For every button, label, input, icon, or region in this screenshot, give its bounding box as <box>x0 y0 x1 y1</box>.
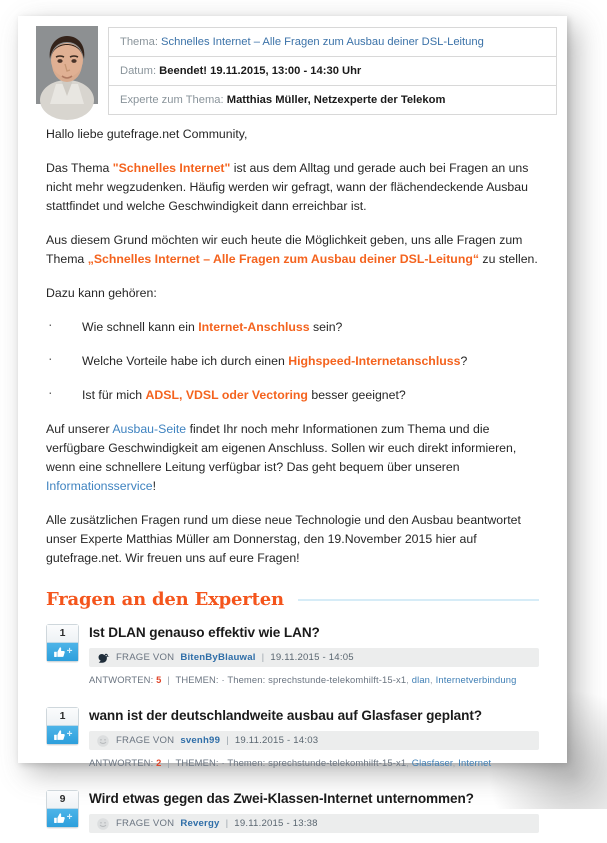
bullet-1-post: ? <box>460 354 468 368</box>
tags-separator: | <box>167 757 170 768</box>
question-tags-row <box>89 674 539 685</box>
thumbs-up-icon <box>53 646 66 659</box>
vote-plus-icon: + <box>66 812 73 823</box>
vote-badge[interactable] <box>46 707 79 745</box>
question-author[interactable]: Revergy <box>180 818 220 829</box>
p1-text-b: ist aus dem Alltag und gerade auch bei Fragen an uns nicht mehr wegzudenken. Häufig werden wir gefragt, wann der flächendeckende Ausbau stattfindet und welche Geschwindigkeit dann erreichbar ist. <box>46 161 529 213</box>
answers-count: 2 <box>156 757 162 768</box>
bullet-1-pre: Welche Vorteile habe ich durch einen <box>82 354 289 368</box>
vote-up-button[interactable] <box>47 726 78 744</box>
experte-name: Matthias Müller, Netzexperte der Telekom <box>226 94 446 106</box>
question-date: 19.11.2015 - 14:03 <box>234 735 319 746</box>
experte-label: Experte zum Thema: <box>120 94 224 106</box>
vote-count: 1 <box>47 625 78 643</box>
topic-tag[interactable]: Internetverbindung <box>435 674 517 685</box>
paragraph-1 <box>46 159 539 216</box>
topic-tag[interactable]: Glasfaser <box>411 757 453 768</box>
expert-header <box>28 24 557 119</box>
list-item <box>46 318 539 337</box>
question-meta-bar <box>89 731 539 750</box>
asked-by-label: FRAGE VON <box>116 652 175 663</box>
meta-separator: | <box>225 818 229 829</box>
vote-badge[interactable] <box>46 790 79 828</box>
asked-by-label: FRAGE VON <box>116 818 175 829</box>
topics-label: THEMEN: <box>175 674 219 685</box>
p2-highlight: „Schnelles Internet – Alle Fragen zum Ausbau deiner DSL-Leitung“ <box>87 252 479 266</box>
example-question-list <box>46 318 539 405</box>
question-item[interactable] <box>46 790 539 833</box>
info-row-thema <box>109 28 556 57</box>
topic-tag[interactable]: sprechstunde-telekomhilft-15-x1 <box>268 674 407 685</box>
vote-up-button[interactable] <box>47 643 78 661</box>
vote-plus-icon: + <box>66 646 73 657</box>
question-author[interactable]: BitenByBlauwal <box>180 652 256 663</box>
section-divider <box>298 599 539 601</box>
expert-info-table <box>108 27 557 115</box>
topics-label: THEMEN: <box>175 757 219 768</box>
bullet-0-pre: Wie schnell kann ein <box>82 320 199 334</box>
page-sheet <box>18 16 567 829</box>
question-meta-bar <box>89 814 539 833</box>
topics-prefix: · Themen: <box>221 757 266 768</box>
list-item <box>46 352 539 371</box>
paragraph-4: Alle zusätzlichen Fragen rund um diese neue Technologie und den Ausbau beantwortet unser Experte Matthias Müller am Donnerstag, den 19.November 2015 hier auf gutefrage.net. Wir freuen uns auf eure Fragen! <box>46 513 521 565</box>
paragraph-3 <box>46 420 539 496</box>
question-meta-bar <box>89 648 539 667</box>
question-title[interactable]: Ist DLAN genauso effektiv wie LAN? <box>89 625 320 640</box>
bullet-0-highlight: Internet-Anschluss <box>198 320 310 334</box>
question-body <box>89 624 539 685</box>
tags-separator: | <box>167 674 170 685</box>
answers-count: 5 <box>156 674 162 685</box>
thema-link[interactable]: Schnelles Internet – Alle Fragen zum Ausbau deiner DSL-Leitung <box>161 36 484 48</box>
answers-label: ANTWORTEN: <box>89 757 154 768</box>
paragraph-greeting: Hallo liebe gutefrage.net Community, <box>46 127 248 141</box>
bullet-2-post: besser geeignet? <box>307 388 406 402</box>
datum-value: 19.11.2015, 13:00 - 14:30 Uhr <box>210 65 362 77</box>
informationsservice-link[interactable]: Informationsservice <box>46 479 153 493</box>
bullet-0-post: sein? <box>309 320 343 334</box>
thema-label: Thema: <box>120 36 158 48</box>
question-item[interactable] <box>46 624 539 685</box>
asked-by-label: FRAGE VON <box>116 735 175 746</box>
datum-label: Datum: <box>120 65 157 77</box>
topic-tag[interactable]: dlan <box>411 674 431 685</box>
p1-text-a: Das Thema <box>46 161 113 175</box>
bullet-2-pre: Ist für mich <box>82 388 146 402</box>
bullet-2-highlight: ADSL, VDSL oder Vectoring <box>145 388 308 402</box>
question-title[interactable]: wann ist der deutschlandweite ausbau auf Glasfaser geplant? <box>89 708 482 723</box>
question-date: 19.11.2015 - 13:38 <box>234 818 318 829</box>
article-body <box>28 119 557 568</box>
question-date: 19.11.2015 - 14:05 <box>270 652 354 663</box>
p3-text-c: ! <box>152 479 157 493</box>
question-item[interactable] <box>46 707 539 768</box>
tag-comma: , <box>430 674 433 685</box>
p3-text-b: findet Ihr noch mehr Informationen zum Thema und die verfügbare Geschwindigkeit am eigenen Anschluss. Sollen wir euch direkt informieren, wenn eine schnellere Leitung verfügbar ist? Das geht bequem über unseren <box>46 422 517 474</box>
answers-label: ANTWORTEN: <box>89 674 154 685</box>
expert-portrait-photo <box>36 26 98 104</box>
list-intro: Dazu kann gehören: <box>46 286 157 300</box>
vote-plus-icon: + <box>66 729 73 740</box>
question-list <box>28 610 557 843</box>
vote-count: 9 <box>47 791 78 809</box>
info-row-experte <box>109 86 556 115</box>
thumbs-up-icon <box>53 812 66 825</box>
smiley-avatar-icon <box>95 816 110 831</box>
smiley-avatar-icon <box>95 733 110 748</box>
list-item <box>46 386 539 405</box>
section-title: Fragen an den Experten <box>46 589 284 610</box>
p2-text-b: zu stellen. <box>479 252 538 266</box>
bullet-1-highlight: Highspeed-Internetanschluss <box>288 354 461 368</box>
topic-tag[interactable]: Internet <box>458 757 492 768</box>
question-body <box>89 707 539 768</box>
ausbau-seite-link[interactable]: Ausbau-Seite <box>112 422 187 436</box>
paragraph-2 <box>46 231 539 269</box>
tag-comma: , <box>406 757 409 768</box>
vote-up-button[interactable] <box>47 809 78 827</box>
meta-separator: | <box>226 735 229 746</box>
p1-highlight: "Schnelles Internet" <box>112 161 231 175</box>
p3-text-a: Auf unserer <box>46 422 113 436</box>
meta-separator: | <box>261 652 265 663</box>
tag-comma: , <box>452 757 456 768</box>
vote-badge[interactable] <box>46 624 79 662</box>
vote-count: 1 <box>47 708 78 726</box>
questions-section-header <box>28 583 557 610</box>
question-tags-row <box>89 757 539 768</box>
question-title[interactable]: Wird etwas gegen das Zwei-Klassen-Internet unternommen? <box>89 791 474 806</box>
thumbs-up-icon <box>53 729 66 742</box>
info-row-datum <box>109 57 556 86</box>
tag-comma: , <box>406 674 409 685</box>
topics-prefix: · Themen: <box>221 674 266 685</box>
datum-status: Beendet! <box>159 65 208 77</box>
topic-tag[interactable]: sprechstunde-telekomhilft-15-x1 <box>268 757 407 768</box>
question-author[interactable]: svenh99 <box>180 735 221 746</box>
question-body <box>89 790 539 833</box>
bird-avatar-icon <box>95 650 110 665</box>
p2-text-a: Aus diesem Grund möchten wir euch heute die Möglichkeit geben, uns alle Fragen zum Thema <box>46 233 523 266</box>
